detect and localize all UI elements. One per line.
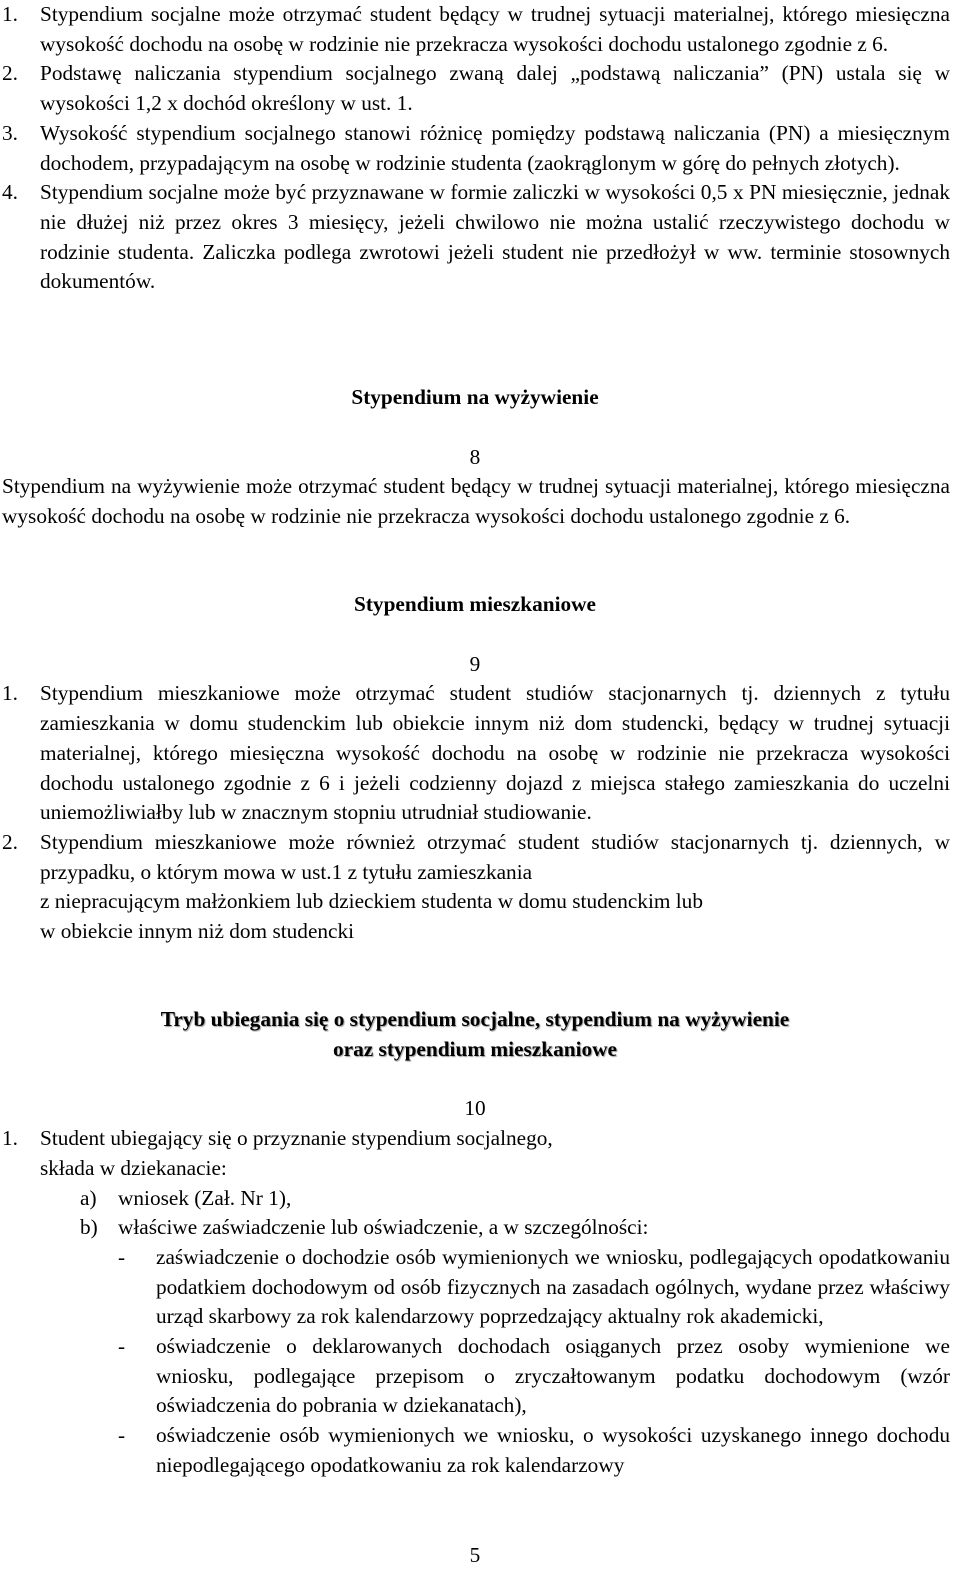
section-heading: Tryb ubiegania się o stypendium socjalne, stypendium na wyżywienie	[160, 1007, 790, 1031]
sub-item	[0, 1184, 950, 1214]
item-number: 4.	[2, 180, 18, 205]
section-tryb-ubiegania	[0, 1005, 950, 1481]
sub-item-text: wniosek (Zał. Nr 1),	[118, 1185, 292, 1210]
section-heading: Stypendium na wyżywienie	[351, 385, 599, 409]
bullet-item	[0, 1243, 950, 1332]
sub-item	[0, 1213, 950, 1243]
list-item	[0, 828, 950, 947]
item-text: Podstawę naliczania stypendium socjalnego zwaną dalej „podstawą naliczania” (PN) ustala się w wysokości 1,2 x dochód określony w ust. 1.	[40, 61, 950, 116]
section-stypendium-na-wyzywienie	[0, 383, 950, 532]
item-text-line: składa w dziekanacie:	[40, 1155, 227, 1180]
item-number: 1.	[2, 1126, 18, 1151]
paragraph-text: Stypendium na wyżywienie może otrzymać student będący w trudnej sytuacji materialnej, którego miesięczna wysokość dochodu na osobę w rodzinie nie przekracza wysokości dochodu ustalonego zgodnie z 6.	[2, 474, 950, 529]
sub-item-letter: b)	[80, 1215, 98, 1240]
paragraph-number: 8	[469, 444, 481, 469]
item-text: Wysokość stypendium socjalnego stanowi różnicę pomiędzy podstawą naliczania (PN) a miesięcznym dochodem, przypadającym na osobę w rodzinie studenta (zaokrąglonym w górę do pełnych złotych).	[40, 120, 950, 175]
list-item	[0, 178, 950, 297]
section-heading: Stypendium mieszkaniowe	[354, 592, 596, 616]
sub-item-letter: a)	[80, 1185, 97, 1210]
item-text-line: w obiekcie innym niż dom studencki	[40, 919, 355, 944]
item-number: 2.	[2, 829, 18, 854]
page-number: 5	[469, 1543, 481, 1567]
item-text-line: Student ubiegający się o przyznanie stypendium socjalnego,	[40, 1126, 553, 1151]
paragraph-number: 10	[464, 1096, 486, 1121]
section-stypendium-mieszkaniowe	[0, 590, 950, 947]
item-number: 2.	[2, 61, 18, 86]
list-item	[0, 0, 950, 59]
item-text: Stypendium mieszkaniowe może otrzymać student studiów stacjonarnych tj. dziennych z tytułu zamieszkania w domu studenckim lub obiekcie innym niż dom studencki, będący w trudnej sytuacji materialnej, którego miesięczna wysokość dochodu na osobę w rodzinie nie przekracza wysokości dochodu ustalonego zgodnie z 6 i jeżeli codzienny dojazd z miejsca stałego zamieszkania do uczelni uniemożliwiałby lub w znacznym stopniu utrudniał studiowanie.	[40, 681, 950, 825]
item-text-line: z niepracującym małżonkiem lub dzieckiem studenta w domu studenckim lub	[40, 889, 703, 914]
item-text: Stypendium socjalne może być przyznawane w formie zaliczki w wysokości 0,5 x PN miesięcznie, jednak nie dłużej niż przez okres 3 miesięcy, jeżeli chwilowo nie można ustalić rzeczywistego dochodu w rodzinie studenta. Zaliczka podlega zwrotowi jeżeli student nie przedłożył w ww. terminie stosownych dokumentów.	[40, 180, 950, 294]
item-number: 1.	[2, 681, 18, 706]
item-number: 3.	[2, 120, 18, 145]
item-number: 1.	[2, 2, 18, 26]
bullet-text: oświadczenie o deklarowanych dochodach osiąganych przez osoby wymienione we wniosku, podlegające przepisom o zryczałtowanym podatku dochodowym (wzór oświadczenia do pobrania w dziekanatach),	[156, 1334, 950, 1418]
bullet-dash: -	[118, 1334, 126, 1359]
item-text: Stypendium mieszkaniowe może również otrzymać student studiów stacjonarnych tj. dziennych, w przypadku, o którym mowa w ust.1 z tytułu zamieszkania	[40, 829, 950, 884]
paragraph-number: 9	[469, 651, 481, 676]
bullet-text: oświadczenie osób wymienionych we wniosku, o wysokości uzyskanego innego dochodu niepodlegającego opodatkowaniu za rok kalendarzowy	[156, 1423, 950, 1477]
sub-item-text: właściwe zaświadczenie lub oświadczenie, a w szczególności:	[118, 1215, 649, 1240]
bullet-item	[0, 1421, 950, 1480]
bullet-item	[0, 1332, 950, 1421]
bullet-dash: -	[118, 1244, 126, 1269]
list-item	[0, 119, 950, 178]
list-item	[0, 1124, 950, 1183]
list-item	[0, 59, 950, 118]
section-stypendium-socjalne	[0, 0, 950, 297]
list-item	[0, 679, 950, 828]
bullet-dash: -	[118, 1423, 126, 1448]
bullet-text: zaświadczenie o dochodzie osób wymienionych we wniosku, podlegających opodatkowaniu podatkiem dochodowym od osób fizycznych na zasadach ogólnych, wydane przez właściwy urząd skarbowy za rok kalendarzowy poprzedzający aktualny rok akademicki,	[156, 1244, 950, 1329]
item-text: Stypendium socjalne może otrzymać student będący w trudnej sytuacji materialnej, którego miesięczna wysokość dochodu na osobę w rodzinie nie przekracza wysokości dochodu ustalonego zgodnie z 6.	[40, 2, 950, 56]
section-heading-line2: oraz stypendium mieszkaniowe	[333, 1036, 617, 1061]
